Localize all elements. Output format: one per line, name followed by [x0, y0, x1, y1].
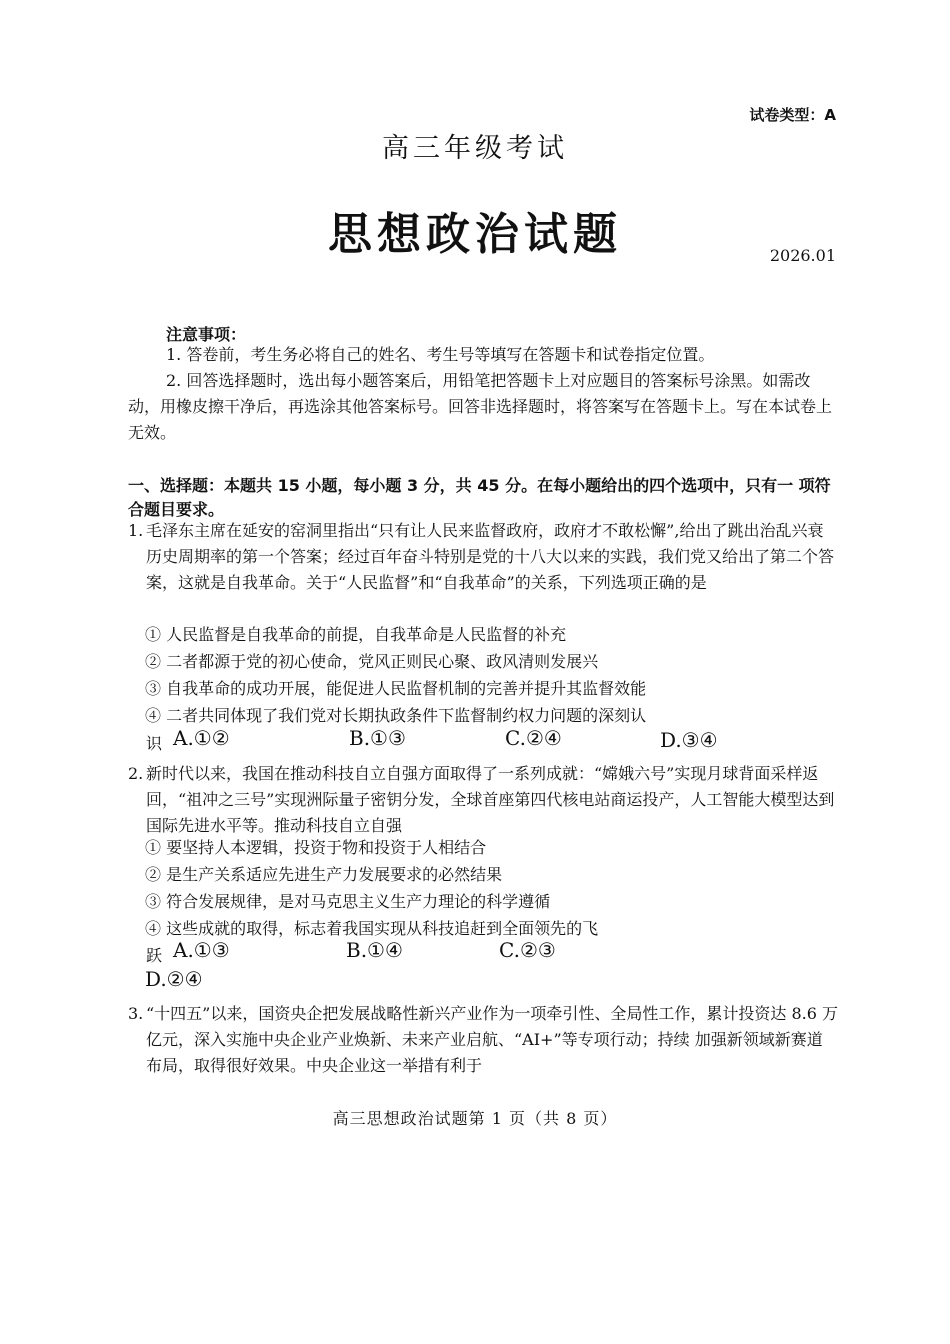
choice-c: C.②③ — [499, 938, 556, 962]
notice-item-1: 1. 答卷前，考生务必将自己的姓名、考生号等填写在答题卡和试卷指定位置。 — [166, 345, 715, 364]
option-tail: 跃 — [146, 946, 163, 965]
choice-a: A.①② — [173, 726, 230, 750]
question-1 — [128, 518, 838, 596]
choice-a: A.①③ — [173, 938, 230, 962]
page-title: 思想政治试题 — [328, 209, 622, 260]
option-4: ④ 这些成就的取得，标志着我国实现从科技追赶到全面领先的飞 — [145, 919, 599, 938]
question-stem: 毛泽东主席在延安的窑洞里指出“只有让人民来监督政府，政府才不敢松懈”,给出了跳出治乱兴衰历史周期率的第一个答案；经过百年奋斗特别是党的十八大以来的实践，我们党又给出了第二个答案，这就是自我革命。关于“人民监督”和“自我革命”的关系，下列选项正确的是 — [146, 521, 835, 592]
choice-b: B.①③ — [349, 726, 406, 750]
option-1: ① 要坚持人本逻辑，投资于物和投资于人相结合 — [145, 838, 487, 857]
question-stem: 新时代以来，我国在推动科技自立自强方面取得了一系列成就：“嫦娥六号”实现月球背面采样返回，“祖冲之三号”实现洲际量子密钥分发，全球首座第四代核电站商运投产，人工智能大模型达到国际先进水平等。推动科技自立自强 — [146, 764, 835, 835]
notice-item-2: 2. 回答选择题时，选出每小题答案后，用铅笔把答题卡上对应题目的答案标号涂黑。如需改动，用橡皮擦干净后，再选涂其他答案标号。回答非选择题时，将答案写在答题卡上。写在本试卷上无效。 — [128, 371, 833, 442]
choice-b: B.①④ — [346, 938, 403, 962]
question-2 — [128, 761, 838, 839]
paper-type-label: 试卷类型：A — [749, 106, 836, 124]
exam-date: 2026.01 — [769, 246, 836, 265]
option-4: ④ 二者共同体现了我们党对长期执政条件下监督制约权力问题的深刻认 — [145, 706, 647, 725]
exam-name: 高三年级考试 — [382, 133, 568, 164]
section-heading: 一、选择题：本题共 15 小题，每小题 3 分，共 45 分。在每小题给出的四个选项中，只有一 项符合题目要求。 — [128, 476, 831, 519]
option-1: ① 人民监督是自我革命的前提，自我革命是人民监督的补充 — [145, 625, 567, 644]
notice-title: 注意事项： — [166, 325, 247, 344]
option-2: ② 是生产关系适应先进生产力发展要求的必然结果 — [145, 865, 503, 884]
question-3 — [128, 1001, 838, 1079]
question-number: 1. — [128, 521, 144, 540]
question-number: 3. — [128, 1004, 144, 1023]
choice-c: C.②④ — [505, 726, 562, 750]
page-footer: 高三思想政治试题第 1 页（共 8 页） — [332, 1109, 618, 1128]
question-stem: “十四五”以来，国资央企把发展战略性新兴产业作为一项牵引性、全局性工作，累计投资达 8.6 万亿元，深入实施中央企业产业焕新、未来产业启航、“AI+”等专项行动；持续 加强新领域新赛道布局，取得很好效果。中央企业这一举措有利于 — [146, 1004, 838, 1075]
option-tail: 识 — [146, 734, 163, 753]
choice-d: D.②④ — [145, 967, 203, 991]
option-3: ③ 自我革命的成功开展，能促进人民监督机制的完善并提升其监督效能 — [145, 679, 647, 698]
choice-d: D.③④ — [660, 728, 718, 752]
option-3: ③ 符合发展规律，是对马克思主义生产力理论的科学遵循 — [145, 892, 551, 911]
option-2: ② 二者都源于党的初心使命，党风正则民心聚、政风清则发展兴 — [145, 652, 599, 671]
question-number: 2. — [128, 764, 144, 783]
